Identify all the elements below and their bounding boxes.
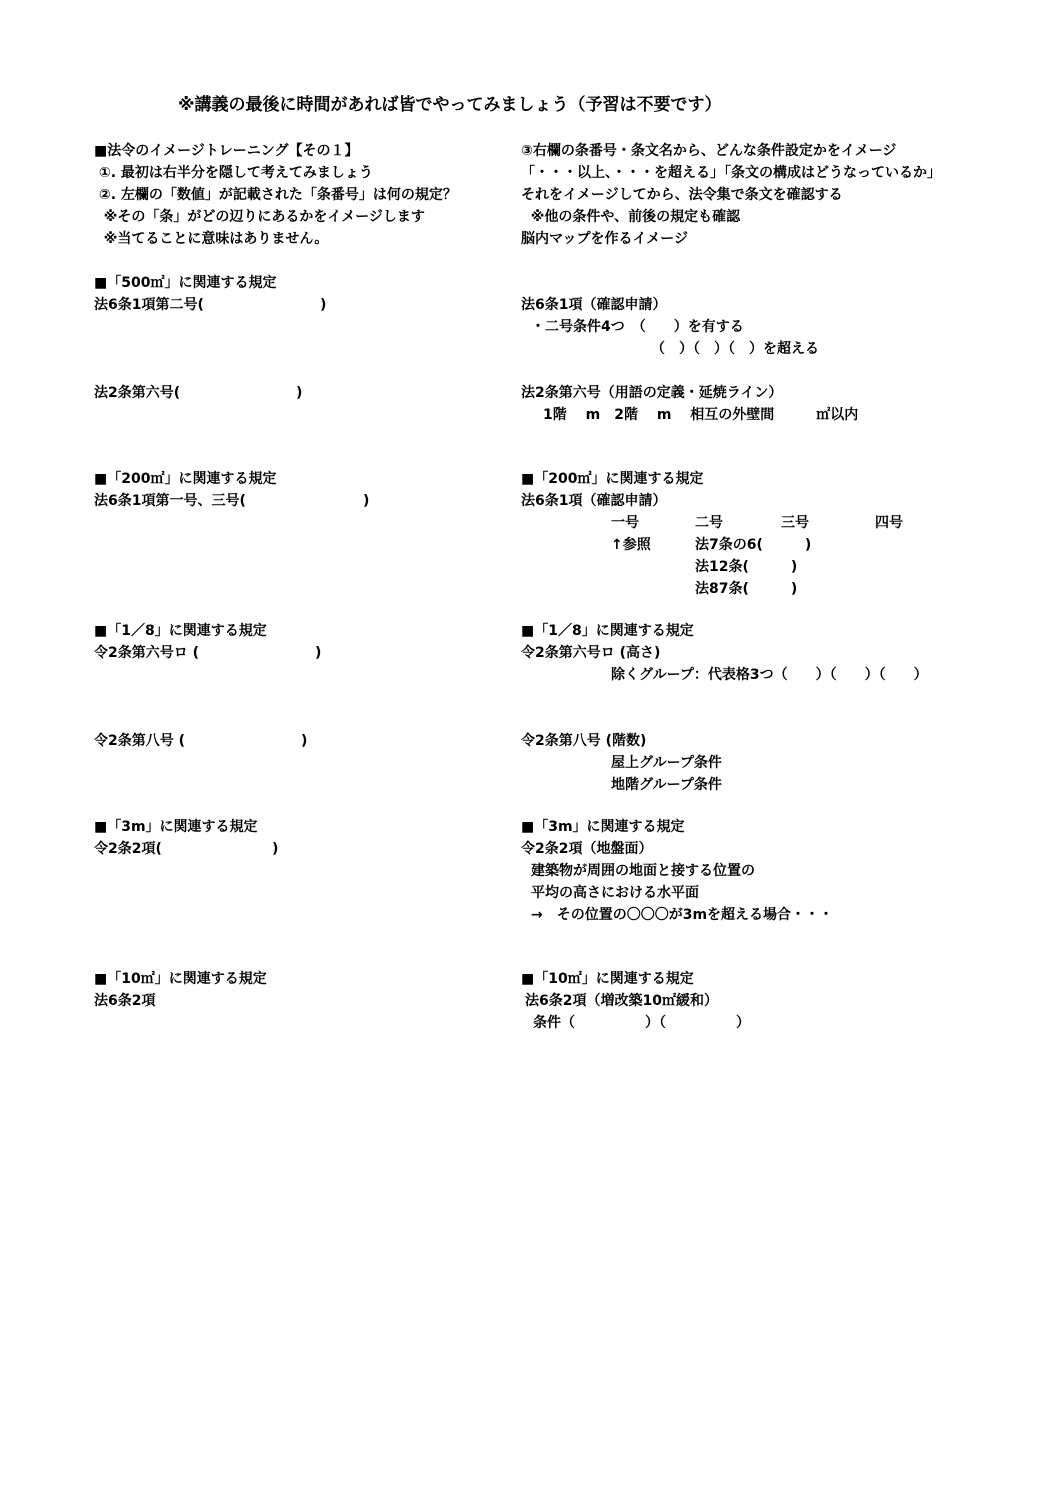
- s200-ref: ↑参照: [611, 537, 651, 553]
- s10-right-item: 法6条2項（増改築10㎡緩和）: [525, 993, 718, 1009]
- intro-step-3: ③右欄の条番号・条文名から、どんな条件設定かをイメージ: [521, 143, 897, 159]
- intro-step-1: ①. 最初は右半分を隠して考えてみましょう: [94, 165, 373, 181]
- s500-left-item-1: 法6条1項第二号(: [94, 297, 204, 313]
- intro-right-line-3: それをイメージしてから、法令集で条文を確認する: [521, 187, 843, 203]
- s3m-line-2: 建築物が周囲の地面と接する位置の: [531, 863, 755, 879]
- s200-right-heading: ■「200㎡」に関連する規定: [521, 471, 704, 487]
- s500-left-item-1-close: ): [320, 297, 327, 313]
- s18-right-item-2: 令2条第八号 (階数): [521, 733, 647, 749]
- s10-right-heading: ■「10㎡」に関連する規定: [521, 971, 694, 987]
- s3m-left-item: 令2条2項(: [94, 841, 162, 857]
- s500-right-item-1: 法6条1項（確認申請）: [521, 297, 667, 313]
- s3m-right-item: 令2条2項（地盤面）: [521, 841, 653, 857]
- s18-left-item-1-close: ): [315, 645, 322, 661]
- s200-col-2: 二号: [695, 515, 723, 531]
- intro-note-2: ※当てることに意味はありません。: [94, 231, 329, 247]
- s500-right-item-1-line-2: ・二号条件4つ （ ）を有する: [531, 319, 744, 335]
- s18-right-heading: ■「1／8」に関連する規定: [521, 623, 694, 639]
- intro-note-1: ※その「条」がどの辺りにあるかをイメージします: [94, 209, 425, 225]
- s500-left-item-2-close: ): [296, 385, 303, 401]
- s3m-left-item-close: ): [272, 841, 279, 857]
- s18-right-item-1: 令2条第六号ロ (高さ): [521, 645, 661, 661]
- page-title: ※講義の最後に時間があれば皆でやってみましょう（予習は不要です）: [178, 95, 722, 115]
- s3m-line-4: → その位置の〇〇〇が3mを超える場合・・・: [531, 907, 834, 923]
- s500-right-item-1-line-3: （ ）（ ）（ ）を超える: [651, 341, 819, 357]
- intro-right-line-5: 脳内マップを作るイメージ: [521, 231, 689, 247]
- s18-right-item-2-line-3: 地階グループ条件: [611, 777, 722, 793]
- s3m-right-heading: ■「3m」に関連する規定: [521, 819, 685, 835]
- s200-law-1: 法7条の6( ): [695, 537, 812, 553]
- s10-left-item: 法6条2項: [94, 993, 156, 1009]
- s3m-line-3: 平均の高さにおける水平面: [531, 885, 699, 901]
- s500-left-item-2: 法2条第六号(: [94, 385, 181, 401]
- s18-left-item-2-close: ): [301, 733, 308, 749]
- s18-right-item-2-line-2: 屋上グループ条件: [611, 755, 722, 771]
- intro-right-line-2: 「・・・以上、・・・を超える」「条文の構成はどうなっているか」: [521, 165, 941, 181]
- s200-col-3: 三号: [781, 515, 809, 531]
- s18-right-item-1-line-2: 除くグループ：代表格3つ（ ）（ ）（ ）: [611, 667, 928, 683]
- s200-right-item: 法6条1項（確認申請）: [521, 493, 667, 509]
- s500-right-item-2: 法2条第六号（用語の定義・延焼ライン）: [521, 385, 783, 401]
- intro-step-2: ②. 左欄の「数値」が記載された「条番号」は何の規定？: [94, 187, 457, 203]
- s500-left-heading: ■「500㎡」に関連する規定: [94, 275, 277, 291]
- s200-law-3: 法87条( ): [695, 581, 798, 597]
- s10-line-2: 条件（ ）（ ）: [533, 1015, 750, 1031]
- intro-heading: ■法令のイメージトレーニング【その１】: [94, 143, 359, 159]
- s200-col-4: 四号: [875, 515, 903, 531]
- s3m-left-heading: ■「3m」に関連する規定: [94, 819, 258, 835]
- s10-left-heading: ■「10㎡」に関連する規定: [94, 971, 267, 987]
- s200-law-2: 法12条( ): [695, 559, 798, 575]
- s200-col-1: 一号: [611, 515, 639, 531]
- s200-left-heading: ■「200㎡」に関連する規定: [94, 471, 277, 487]
- s18-left-item-1: 令2条第六号ロ (: [94, 645, 200, 661]
- s200-left-item: 法6条1項第一号、三号(: [94, 493, 246, 509]
- s500-right-item-2-line-2: 1階 m 2階 m 相互の外壁間 ㎡以内: [543, 407, 859, 423]
- intro-right-line-4: ※他の条件や、前後の規定も確認: [521, 209, 741, 225]
- s18-left-heading: ■「1／8」に関連する規定: [94, 623, 267, 639]
- s18-left-item-2: 令2条第八号 (: [94, 733, 186, 749]
- s200-left-item-close: ): [363, 493, 370, 509]
